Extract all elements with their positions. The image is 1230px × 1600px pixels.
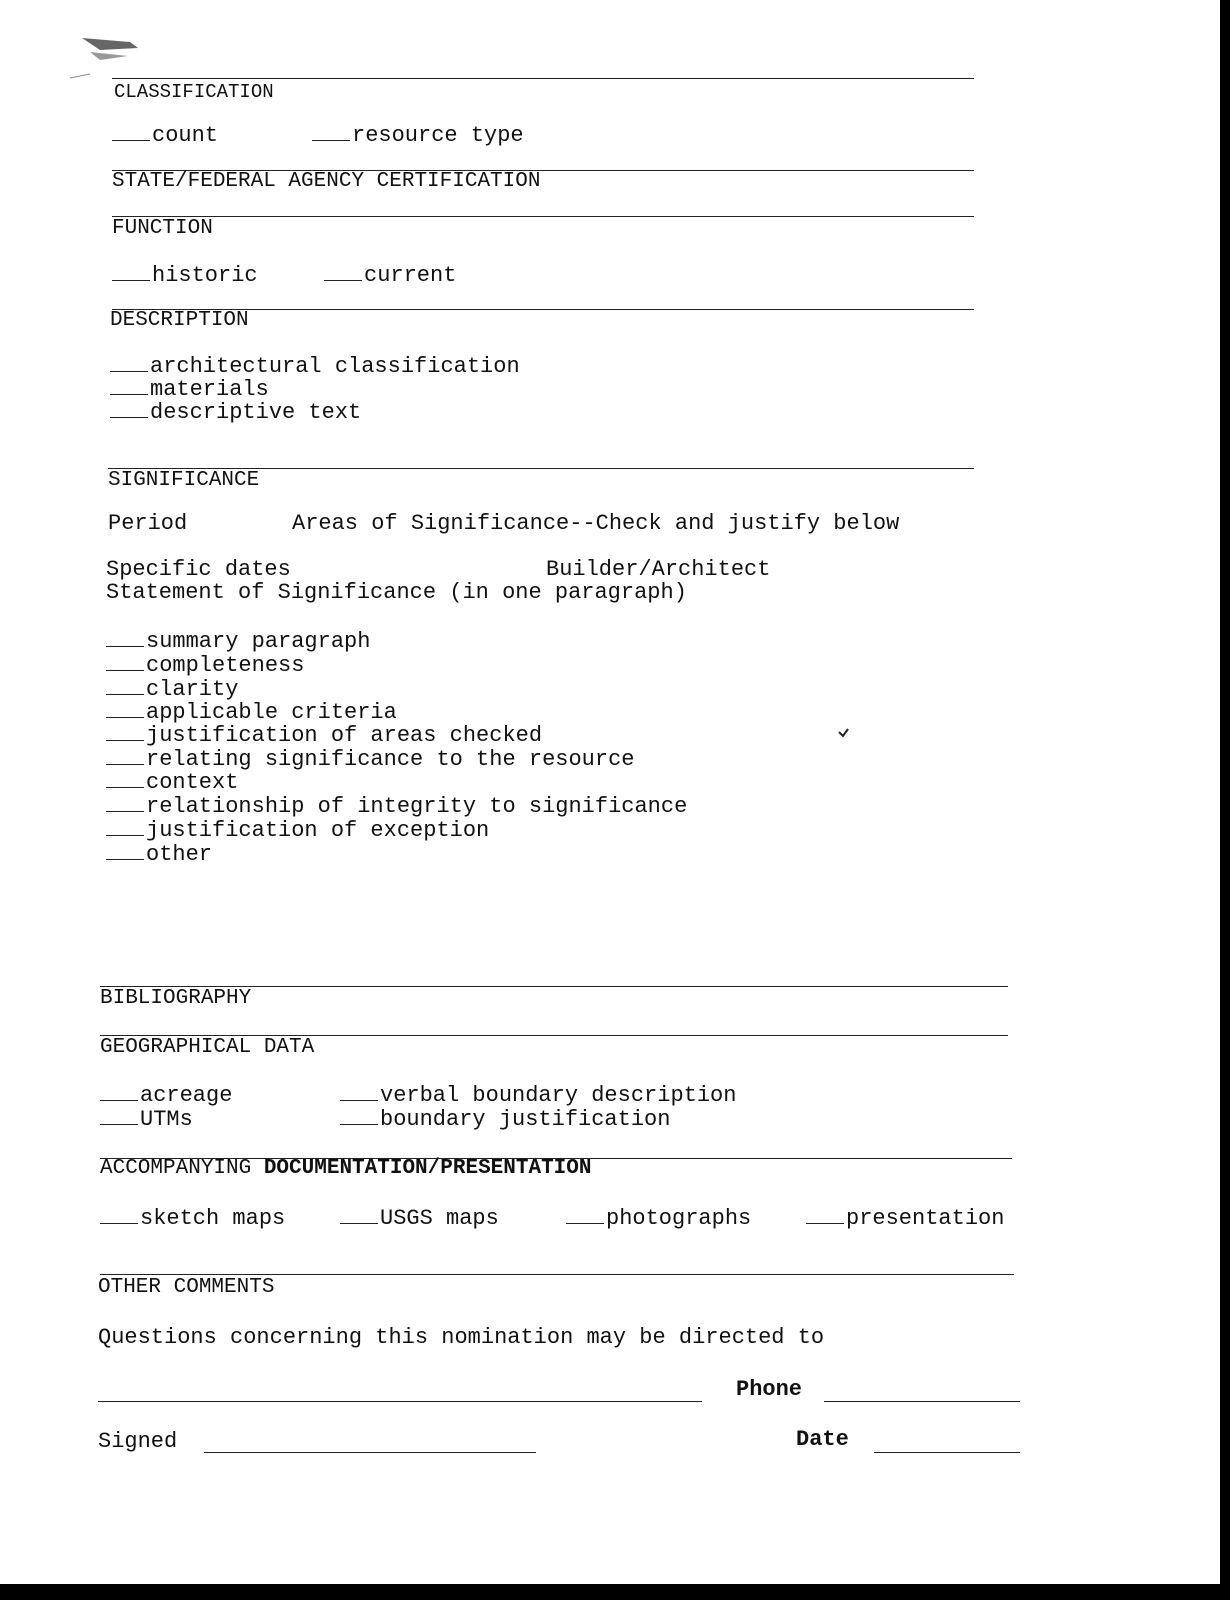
checklist-item-presentation: presentation	[806, 1205, 1004, 1231]
checklist-item-usgs-maps: USGS maps	[340, 1205, 499, 1231]
contact-name-field[interactable]	[98, 1401, 702, 1402]
rule-comments	[100, 1274, 1014, 1275]
certification-heading: STATE/FEDERAL AGENCY CERTIFICATION	[112, 170, 541, 193]
checklist-item-count: count	[112, 122, 218, 148]
check-blank[interactable]	[106, 652, 144, 671]
scan-edge-right	[1220, 0, 1230, 1600]
stray-mark	[838, 728, 850, 738]
checklist-item-utms: UTMs	[100, 1106, 193, 1132]
checklist-item-current: current	[324, 262, 456, 288]
checklist-item-justification-of-areas: justification of areas checked	[106, 722, 542, 748]
check-blank[interactable]	[106, 769, 144, 788]
comments-heading: OTHER COMMENTS	[98, 1276, 275, 1299]
check-blank[interactable]	[340, 1106, 378, 1125]
checklist-item-clarity: clarity	[106, 676, 238, 702]
scan-edge-bottom	[0, 1584, 1230, 1600]
check-blank[interactable]	[106, 793, 144, 812]
checklist-item-verbal-boundary: verbal boundary description	[340, 1082, 736, 1108]
checklist-item-resource-type: resource type	[312, 122, 524, 148]
check-blank[interactable]	[340, 1082, 378, 1101]
checklist-item-acreage: acreage	[100, 1082, 232, 1108]
check-blank[interactable]	[112, 262, 150, 281]
check-blank[interactable]	[312, 122, 350, 141]
check-blank[interactable]	[110, 399, 148, 418]
phone-field[interactable]	[824, 1401, 1020, 1402]
geographical-heading: GEOGRAPHICAL DATA	[100, 1036, 315, 1059]
rule-function	[112, 216, 974, 217]
check-blank[interactable]	[110, 353, 148, 372]
checklist-item-descriptive-text: descriptive text	[110, 399, 361, 425]
check-blank[interactable]	[100, 1205, 138, 1224]
check-blank[interactable]	[110, 376, 148, 395]
significance-period-label: Period	[108, 511, 188, 536]
check-blank[interactable]	[324, 262, 362, 281]
check-blank[interactable]	[806, 1205, 844, 1224]
check-blank[interactable]	[106, 628, 144, 647]
significance-specific-dates-label: Specific dates	[106, 557, 291, 582]
checklist-item-photographs: photographs	[566, 1205, 751, 1231]
significance-statement-label: Statement of Significance (in one paragraph)	[106, 580, 687, 605]
checklist-item-justification-of-exception: justification of exception	[106, 817, 489, 843]
description-heading: DESCRIPTION	[110, 309, 249, 332]
checklist-item-materials: materials	[110, 376, 269, 402]
checklist-item-sketch-maps: sketch maps	[100, 1205, 285, 1231]
bibliography-heading: BIBLIOGRAPHY	[100, 987, 252, 1010]
check-blank[interactable]	[106, 817, 144, 836]
checklist-item-completeness: completeness	[106, 652, 304, 678]
phone-label: Phone	[736, 1377, 803, 1402]
signed-label: Signed	[98, 1429, 178, 1454]
function-heading: FUNCTION	[112, 217, 213, 240]
checklist-item-applicable-criteria: applicable criteria	[106, 699, 397, 725]
check-blank[interactable]	[112, 122, 150, 141]
check-blank[interactable]	[106, 676, 144, 695]
check-blank[interactable]	[106, 699, 144, 718]
scan-smudge	[60, 30, 150, 80]
check-blank[interactable]	[106, 841, 144, 860]
checklist-item-other: other	[106, 841, 212, 867]
date-label: Date	[796, 1427, 849, 1452]
comments-questions-text: Questions concerning this nomination may be directed to	[98, 1325, 825, 1350]
checklist-item-summary-paragraph: summary paragraph	[106, 628, 370, 654]
checklist-item-relating-significance: relating significance to the resource	[106, 746, 634, 772]
significance-heading: SIGNIFICANCE	[108, 469, 260, 492]
date-field[interactable]	[874, 1452, 1020, 1453]
checklist-item-relationship-of-integrity: relationship of integrity to significance	[106, 793, 687, 819]
signature-field[interactable]	[204, 1452, 536, 1453]
significance-areas-label: Areas of Significance--Check and justify below	[292, 511, 900, 536]
check-blank[interactable]	[100, 1082, 138, 1101]
checklist-item-boundary-justification: boundary justification	[340, 1106, 670, 1132]
rule-classification	[112, 78, 974, 79]
significance-builder-label: Builder/Architect	[546, 557, 771, 582]
checklist-item-historic: historic	[112, 262, 258, 288]
classification-heading: CLASSIFICATION	[114, 81, 274, 103]
checklist-item-architectural-classification: architectural classification	[110, 353, 520, 379]
check-blank[interactable]	[340, 1205, 378, 1224]
check-blank[interactable]	[106, 746, 144, 765]
checklist-item-context: context	[106, 769, 238, 795]
check-blank[interactable]	[566, 1205, 604, 1224]
documentation-heading: ACCOMPANYING DOCUMENTATION/PRESENTATION	[100, 1157, 592, 1180]
check-blank[interactable]	[106, 722, 144, 741]
check-blank[interactable]	[100, 1106, 138, 1125]
